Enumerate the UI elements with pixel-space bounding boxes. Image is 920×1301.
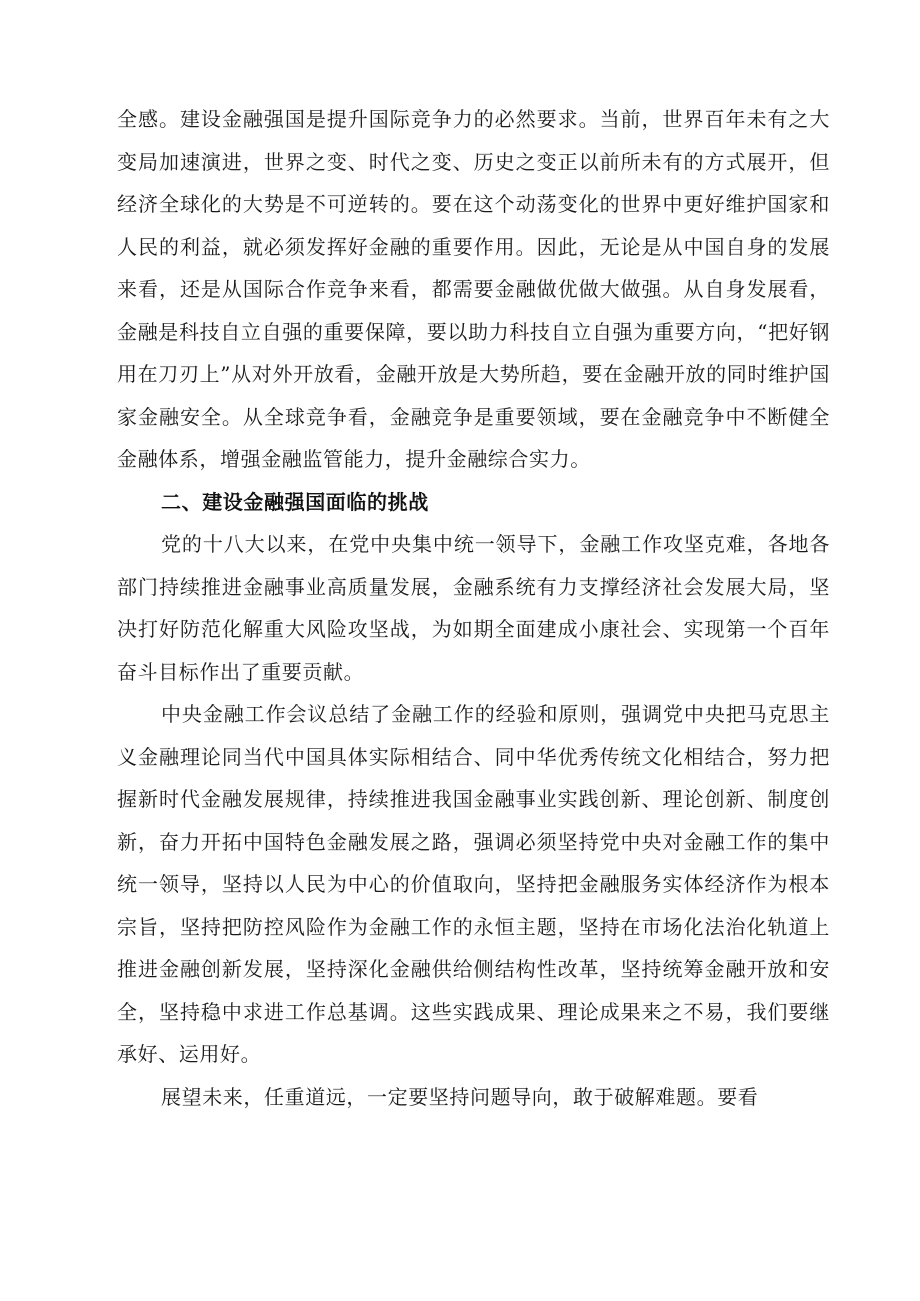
document-body (117, 98, 830, 1118)
paragraph: 党的十八大以来，在党中央集中统一领导下，金融工作攻坚克难，各地各部门持续推进金融事业高质量发展，金融系统有力支撑经济社会发展大局，坚决打好防范化解重大风险攻坚战，为如期全面建成小康社会、实现第一个百年奋斗目标作出了重要贡献。 (117, 532, 830, 684)
paragraph: 中央金融工作会议总结了金融工作的经验和原则，强调党中央把马克思主义金融理论同当代中国具体实际相结合、同中华优秀传统文化相结合，努力把握新时代金融发展规律，持续推进我国金融事业实践创新、理论创新、制度创新，奋力开拓中国特色金融发展之路，强调必须坚持党中央对金融工作的集中统一领导，坚持以人民为中心的价值取向，坚持把金融服务实体经济作为根本宗旨，坚持把防控风险作为金融工作的永恒主题，坚持在市场化法治化轨道上推进金融创新发展，坚持深化金融供给侧结构性改革，坚持统筹金融开放和安全，坚持稳中求进工作总基调。这些实践成果、理论成果来之不易，我们要继承好、运用好。 (117, 702, 830, 1066)
section-heading: 二、建设金融强国面临的挑战 (161, 489, 429, 514)
paragraph-truncated: 展望未来，任重道远，一定要坚持问题导向，敢于破解难题。要看 (161, 1084, 759, 1109)
paragraph-continued: 全感。建设金融强国是提升国际竞争力的必然要求。当前，世界百年未有之大变局加速演进，世界之变、时代之变、历史之变正以前所未有的方式展开，但经济全球化的大势是不可逆转的。要在这个动荡变化的世界中更好维护国家和人民的利益，就必须发挥好金融的重要作用。因此，无论是从中国自身的发展来看，还是从国际合作竞争来看，都需要金融做优做大做强。从自身发展看，金融是科技自立自强的重要保障，要以助力科技自立自强为重要方向，“把好钢用在刀刃上”从对外开放看，金融开放是大势所趋，要在金融开放的同时维护国家金融安全。从全球竞争看，金融竞争是重要领域，要在金融竞争中不断健全金融体系，增强金融监管能力，提升金融综合实力。 (117, 107, 830, 471)
